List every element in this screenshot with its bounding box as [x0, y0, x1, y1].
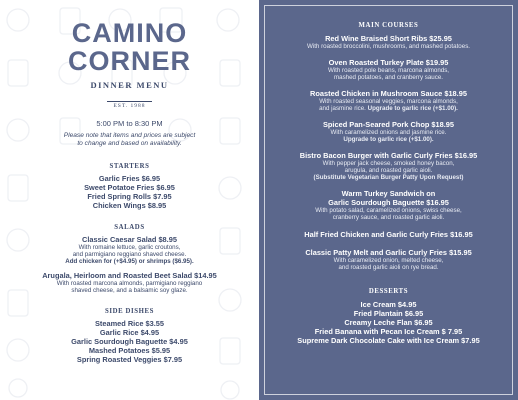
side-item: Garlic Rice $4.95 — [99, 328, 160, 337]
salad-desc: and parmigiano reggiano shaved cheese. — [72, 251, 187, 258]
main-name: Red Wine Braised Short Ribs $25.95 — [325, 34, 452, 43]
main-desc: mashed potatoes, and cranberry sauce. — [333, 74, 444, 81]
dessert-item: Fried Banana with Pecan Ice Cream $ 7.95 — [314, 327, 463, 336]
side-item: Spring Roasted Veggies $7.95 — [76, 355, 183, 364]
main-desc: and roasted garlic aioli on rye bread. — [338, 264, 439, 271]
main-desc: arugula, and roasted garlic aioli. — [344, 167, 433, 174]
salad-addon: Add chicken for (+$4.95) or shrimps ($6.95). — [65, 258, 194, 265]
main-fried-chicken — [259, 230, 518, 239]
salad-caesar — [0, 235, 259, 265]
dessert-item: Supreme Dark Chocolate Cake with Ice Cream $7.95 — [297, 336, 480, 345]
salad-desc: With romaine lettuce, garlic croutons, — [78, 244, 181, 251]
starters-heading: STARTERS — [109, 163, 150, 170]
main-desc: With roasted broccolini, mushrooms, and mashed potatoes. — [306, 43, 471, 50]
main-burger — [259, 151, 518, 181]
dessert-item: Creamy Leche Flan $6.95 — [344, 318, 433, 327]
desserts-heading: DESSERTS — [368, 288, 409, 295]
main-name: Half Fried Chicken and Garlic Curly Fries $16.95 — [304, 230, 473, 239]
sides-heading: SIDE DISHES — [104, 308, 155, 315]
main-desc: and jasmine rice. — [319, 105, 368, 112]
main-chicken — [259, 89, 518, 112]
starter-item: Sweet Potatoe Fries $6.95 — [84, 183, 175, 192]
side-item: Steamed Rice $3.55 — [94, 319, 165, 328]
main-desc: With roasted seasonal veggies, marcona almonds, — [319, 98, 458, 105]
starter-item: Chicken Wings $8.95 — [92, 201, 167, 210]
note-line1: Please note that items and prices are subject — [63, 132, 196, 139]
dessert-item: Fried Plantain $6.95 — [353, 309, 424, 318]
salad-name: Classic Caesar Salad $8.95 — [82, 235, 177, 244]
mains-heading: MAIN COURSES — [358, 22, 419, 29]
main-name: Warm Turkey Sandwich on — [341, 189, 436, 198]
main-desc: With pepper jack cheese, smoked honey bacon, — [322, 160, 455, 167]
restaurant-name-line2: CORNER — [67, 46, 191, 76]
main-name: Spiced Pan-Seared Pork Chop $18.95 — [322, 120, 455, 129]
main-name: Bistro Bacon Burger with Garlic Curly Fries $16.95 — [299, 151, 478, 160]
upgrade-note: Upgrade to garlic rice (+$1.00). — [367, 105, 458, 112]
starters-list — [0, 174, 259, 210]
main-turkey — [259, 58, 518, 81]
right-panel — [259, 0, 518, 400]
menu-title: DINNER MENU — [90, 80, 169, 90]
salad-arugula — [0, 271, 259, 294]
note-line2: to change and based on availability. — [77, 140, 182, 147]
starter-item: Garlic Fries $6.95 — [98, 174, 161, 183]
established-label: EST. 1988 — [107, 101, 151, 109]
main-name: Oven Roasted Turkey Plate $19.95 — [328, 58, 449, 67]
main-desc-line — [259, 105, 518, 112]
upgrade-note: Upgrade to garlic rice (+$1.00). — [343, 136, 434, 143]
main-desc: With caramelized onions and jasmine rice. — [330, 129, 447, 136]
main-desc: With roasted pole beans, marcona almonds, — [327, 67, 450, 74]
main-name: Roasted Chicken in Mushroom Sauce $18.95 — [310, 89, 467, 98]
salad-desc: With roasted marcona almonds, parmigiano reggiano — [56, 280, 203, 287]
side-item: Mashed Potatoes $5.95 — [88, 346, 171, 355]
desserts-list — [259, 300, 518, 345]
starter-item: Fried Spring Rolls $7.95 — [87, 192, 172, 201]
hours: 5:00 PM to 8:30 PM — [96, 119, 163, 128]
main-desc: With potato salad, caramelized onions, swiss cheese, — [315, 207, 462, 214]
main-name: Garlic Sourdough Baguette $16.95 — [328, 198, 449, 207]
main-desc: cranberry sauce, and roasted garlic aioli. — [332, 214, 445, 221]
salad-desc: shaved cheese, and a balsamic soy glaze. — [71, 287, 188, 294]
main-short-ribs — [259, 34, 518, 50]
dessert-item: Ice Cream $4.95 — [360, 300, 417, 309]
left-content — [0, 20, 259, 364]
side-item: Garlic Sourdough Baguette $4.95 — [71, 337, 188, 346]
salad-name: Arugala, Heirloom and Roasted Beet Salad $14.95 — [42, 271, 217, 280]
substitute-note: (Substitute Vegetarian Burger Patty Upon Request) — [313, 174, 464, 181]
main-pork — [259, 120, 518, 143]
main-name: Classic Patty Melt and Garlic Curly Fries $15.95 — [305, 248, 472, 257]
restaurant-name-line1: CAMINO — [71, 18, 188, 48]
right-content — [259, 22, 518, 345]
salads-heading: SALADS — [114, 224, 145, 231]
sides-list — [0, 319, 259, 364]
main-patty-melt — [259, 248, 518, 271]
main-sandwich — [259, 189, 518, 221]
main-desc: With caramelized onion, melted cheese, — [333, 257, 444, 264]
